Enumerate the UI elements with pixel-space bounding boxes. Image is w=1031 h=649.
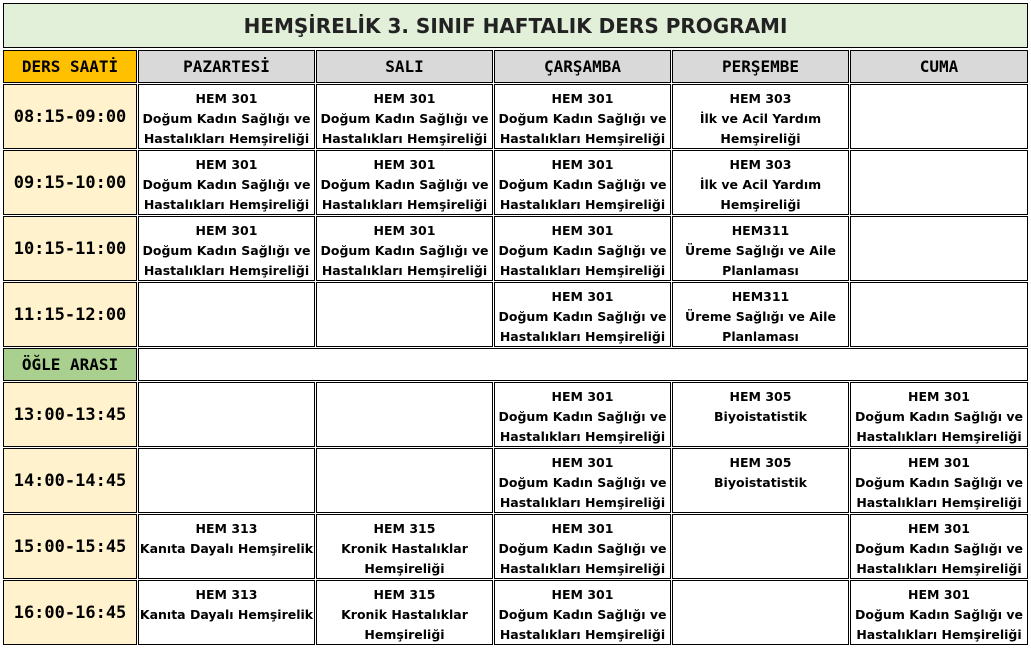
course-name-line: Kanıta Dayalı Hemşirelik <box>139 607 314 622</box>
course-name-line: Hastalıkları Hemşireliği <box>499 131 666 146</box>
course-cell <box>672 382 849 447</box>
course-code: HEM 301 <box>551 289 614 304</box>
course-cell <box>850 514 1028 579</box>
course-code: HEM 301 <box>551 389 614 404</box>
course-code: HEM 301 <box>551 455 614 470</box>
course-cell <box>672 282 849 347</box>
course-name-line: Hastalıkları Hemşireliği <box>499 627 666 642</box>
course-cell <box>494 580 671 645</box>
course-name-line: Hastalıkları Hemşireliği <box>499 495 666 510</box>
day-header: SALI <box>316 50 493 83</box>
course-name-line: Doğum Kadın Sağlığı ve <box>855 409 1023 424</box>
course-code: HEM 303 <box>729 91 792 106</box>
course-code: HEM 301 <box>195 157 258 172</box>
course-name-line: Doğum Kadın Sağlığı ve <box>320 177 489 192</box>
course-cell <box>494 514 671 579</box>
course-name-line: Hastalıkları Hemşireliği <box>499 197 666 212</box>
course-name-line: Doğum Kadın Sağlığı ve <box>142 177 311 192</box>
course-cell <box>494 382 671 447</box>
course-name-line: Biyoistatistik <box>714 409 807 424</box>
course-name-line: Planlaması <box>722 263 799 278</box>
course-name-line: Doğum Kadın Sağlığı ve <box>498 541 667 556</box>
course-cell <box>672 216 849 281</box>
course-code: HEM311 <box>731 223 790 238</box>
course-name-line: Biyoistatistik <box>714 475 807 490</box>
day-header: PERŞEMBE <box>672 50 849 83</box>
empty-cell <box>138 382 315 447</box>
empty-cell <box>850 84 1028 149</box>
course-name-line: Hastalıkları Hemşireliği <box>143 131 310 146</box>
course-name-line: Doğum Kadın Sağlığı ve <box>855 541 1023 556</box>
course-name-line: Doğum Kadın Sağlığı ve <box>498 475 667 490</box>
course-code: HEM 301 <box>373 223 436 238</box>
course-name-line: Planlaması <box>722 329 799 344</box>
course-cell <box>316 514 493 579</box>
course-name-line: Doğum Kadın Sağlığı ve <box>498 243 667 258</box>
course-name-line: Doğum Kadın Sağlığı ve <box>320 243 489 258</box>
course-name-line: Doğum Kadın Sağlığı ve <box>855 607 1023 622</box>
lunch-break-row <box>138 348 1028 381</box>
course-name-line: Hastalıkları Hemşireliği <box>856 495 1022 510</box>
day-header: CUMA <box>850 50 1028 83</box>
course-cell <box>850 382 1028 447</box>
time-slot: 14:00-14:45 <box>3 448 137 513</box>
empty-cell <box>138 282 315 347</box>
course-name-line: İlk ve Acil Yardım <box>699 177 822 192</box>
course-cell <box>316 84 493 149</box>
course-name-line: Hastalıkları Hemşireliği <box>856 561 1022 576</box>
course-cell <box>138 216 315 281</box>
course-name-line: İlk ve Acil Yardım <box>699 111 822 126</box>
course-cell <box>494 216 671 281</box>
course-cell <box>316 580 493 645</box>
course-cell <box>138 84 315 149</box>
course-name-line: Doğum Kadın Sağlığı ve <box>498 111 667 126</box>
course-cell <box>494 150 671 215</box>
course-code: HEM 303 <box>729 157 792 172</box>
course-name-line: Üreme Sağlığı ve Aile <box>685 309 836 324</box>
course-name-line: Doğum Kadın Sağlığı ve <box>498 409 667 424</box>
course-name-line: Hastalıkları Hemşireliği <box>856 627 1022 642</box>
course-name-line: Hemşireliği <box>720 197 801 212</box>
course-code: HEM 315 <box>373 521 436 536</box>
course-cell <box>138 150 315 215</box>
course-code: HEM 301 <box>195 91 258 106</box>
course-name-line: Kanıta Dayalı Hemşirelik <box>139 541 314 556</box>
course-name-line: Hastalıkları Hemşireliği <box>499 561 666 576</box>
course-code: HEM311 <box>731 289 790 304</box>
course-name-line: Hastalıkları Hemşireliği <box>499 329 666 344</box>
course-code: HEM 301 <box>195 223 258 238</box>
course-name-line: Kronik Hastalıklar <box>341 607 468 622</box>
course-name-line: Doğum Kadın Sağlığı ve <box>855 475 1023 490</box>
course-cell <box>494 282 671 347</box>
course-cell <box>138 514 315 579</box>
course-code: HEM 301 <box>908 521 970 536</box>
empty-cell <box>316 282 493 347</box>
course-cell <box>316 150 493 215</box>
course-cell <box>494 84 671 149</box>
empty-cell <box>850 150 1028 215</box>
empty-cell <box>138 448 315 513</box>
course-code: HEM 305 <box>729 389 792 404</box>
course-name-line: Hastalıkları Hemşireliği <box>499 429 666 444</box>
time-slot: 15:00-15:45 <box>3 514 137 579</box>
empty-cell <box>672 580 849 645</box>
course-code: HEM 315 <box>373 587 436 602</box>
course-name-line: Hastalıkları Hemşireliği <box>321 131 488 146</box>
course-cell <box>138 580 315 645</box>
course-cell <box>850 580 1028 645</box>
day-header: ÇARŞAMBA <box>494 50 671 83</box>
course-name-line: Hemşireliği <box>720 131 801 146</box>
course-code: HEM 313 <box>195 587 258 602</box>
course-name-line: Doğum Kadın Sağlığı ve <box>498 177 667 192</box>
course-name-line: Doğum Kadın Sağlığı ve <box>498 309 667 324</box>
course-code: HEM 301 <box>551 157 614 172</box>
page-title: HEMŞİRELİK 3. SINIF HAFTALIK DERS PROGRAMI <box>3 3 1028 48</box>
empty-cell <box>850 282 1028 347</box>
empty-cell <box>850 216 1028 281</box>
course-name-line: Hemşireliği <box>364 627 445 642</box>
course-name-line: Doğum Kadın Sağlığı ve <box>142 243 311 258</box>
time-slot: 16:00-16:45 <box>3 580 137 645</box>
course-name-line: Doğum Kadın Sağlığı ve <box>320 111 489 126</box>
time-slot: 10:15-11:00 <box>3 216 137 281</box>
empty-cell <box>316 448 493 513</box>
course-code: HEM 301 <box>551 223 614 238</box>
empty-cell <box>316 382 493 447</box>
course-name-line: Doğum Kadın Sağlığı ve <box>498 607 667 622</box>
course-cell <box>494 448 671 513</box>
course-code: HEM 301 <box>551 521 614 536</box>
course-code: HEM 301 <box>551 91 614 106</box>
course-code: HEM 301 <box>373 157 436 172</box>
lunch-break-label: ÖĞLE ARASI <box>3 348 137 381</box>
course-code: HEM 305 <box>729 455 792 470</box>
course-cell <box>672 150 849 215</box>
course-name-line: Hastalıkları Hemşireliği <box>321 197 488 212</box>
course-cell <box>672 448 849 513</box>
schedule-sheet <box>3 3 1028 646</box>
course-code: HEM 301 <box>908 455 970 470</box>
course-name-line: Üreme Sağlığı ve Aile <box>685 243 836 258</box>
course-cell <box>850 448 1028 513</box>
time-slot: 13:00-13:45 <box>3 382 137 447</box>
course-cell <box>672 84 849 149</box>
day-header: PAZARTESİ <box>138 50 315 83</box>
course-code: HEM 301 <box>373 91 436 106</box>
course-code: HEM 301 <box>551 587 614 602</box>
course-code: HEM 301 <box>908 389 970 404</box>
time-slot: 11:15-12:00 <box>3 282 137 347</box>
course-name-line: Hastalıkları Hemşireliği <box>321 263 488 278</box>
course-name-line: Kronik Hastalıklar <box>341 541 468 556</box>
course-code: HEM 313 <box>195 521 258 536</box>
course-name-line: Hastalıkları Hemşireliği <box>856 429 1022 444</box>
course-name-line: Hemşireliği <box>364 561 445 576</box>
course-name-line: Doğum Kadın Sağlığı ve <box>142 111 311 126</box>
course-cell <box>316 216 493 281</box>
course-code: HEM 301 <box>908 587 970 602</box>
course-name-line: Hastalıkları Hemşireliği <box>143 263 310 278</box>
time-column-header: DERS SAATİ <box>3 50 137 83</box>
time-slot: 09:15-10:00 <box>3 150 137 215</box>
empty-cell <box>672 514 849 579</box>
course-name-line: Hastalıkları Hemşireliği <box>499 263 666 278</box>
course-name-line: Hastalıkları Hemşireliği <box>143 197 310 212</box>
time-slot: 08:15-09:00 <box>3 84 137 149</box>
